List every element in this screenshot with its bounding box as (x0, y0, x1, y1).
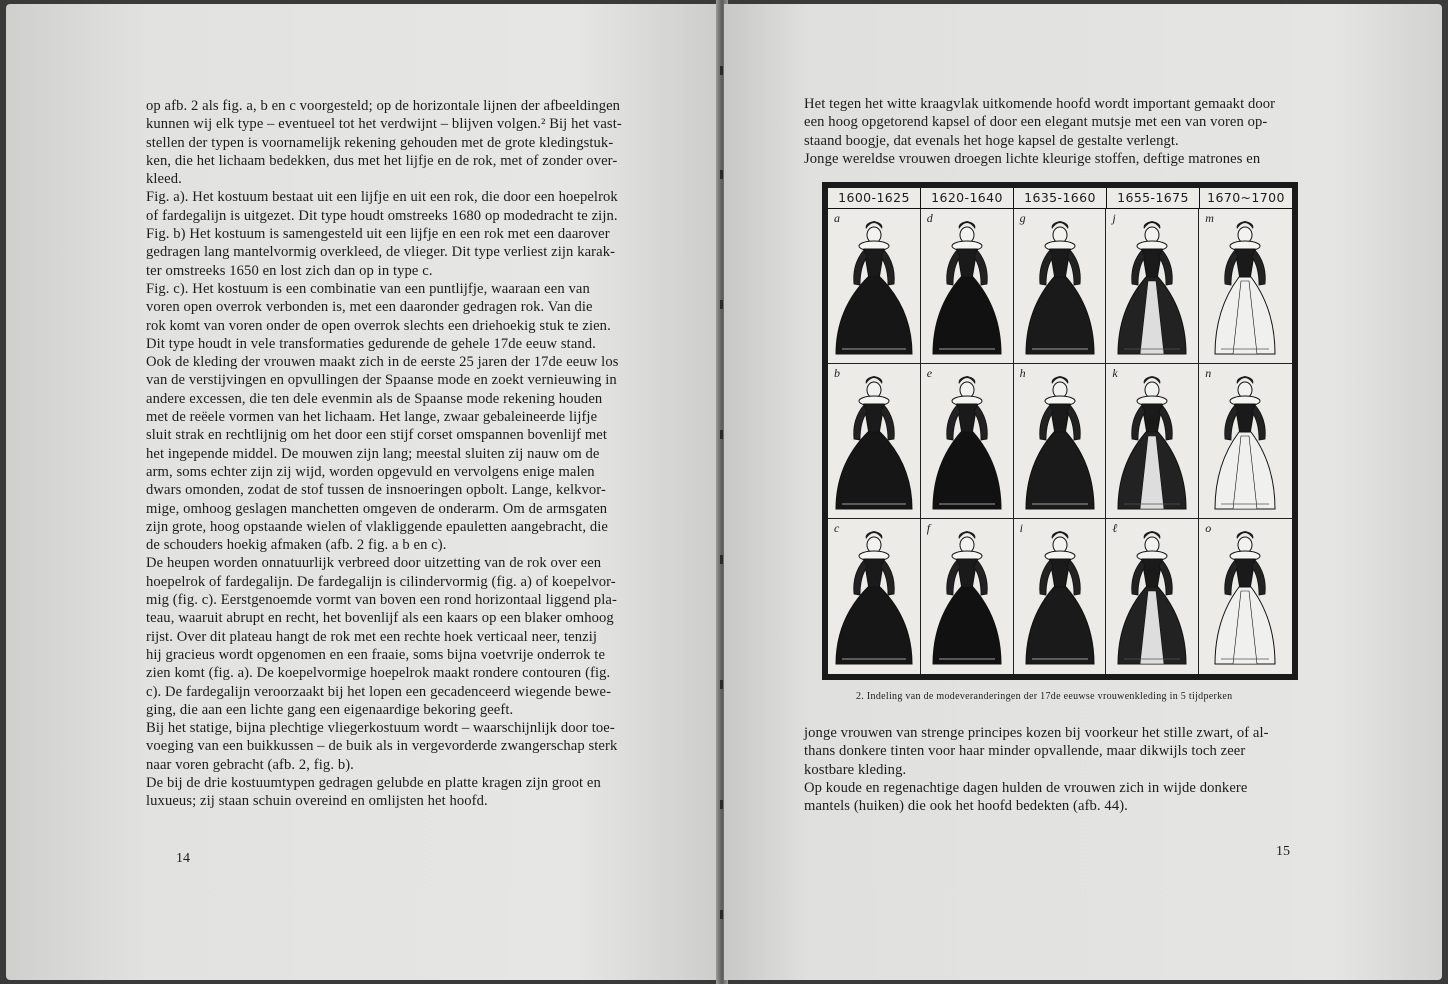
text-line: de schouders hoekig afmaken (afb. 2 fig. a b en c). (146, 537, 447, 554)
figure-letter: m (1205, 211, 1214, 225)
text-line: zijn grote, hoog opstaande wielen of vlakliggende epauletten aangebracht, die (146, 518, 608, 535)
costume-cell (828, 519, 921, 674)
costume-figure (1106, 519, 1198, 674)
costume-figure (921, 519, 1013, 674)
costume-plate (822, 182, 1298, 680)
text-line: of fardegalijn is uitgezet. Dit type houdt omstreeks 1680 op modedracht te zijn. (146, 207, 618, 224)
binding-stitch (720, 170, 723, 179)
costume-cell (1106, 519, 1199, 674)
costume-cell (1014, 364, 1107, 519)
costume-figure (828, 519, 920, 674)
page-number-left: 14 (176, 851, 190, 866)
costume-figure (1106, 209, 1198, 364)
text-line: c). De fardegalijn veroorzaakt bij het lopen een gecadenceerd wiegende bewe- (146, 683, 612, 700)
text-line: op afb. 2 als fig. a, b en c voorgesteld; op de horizontale lijnen der afbeeldingen (146, 98, 621, 114)
text-line: mantels (huiken) die ook het hoofd bedekten (afb. 44). (804, 798, 1128, 815)
binding-stitch (720, 910, 723, 919)
costume-cell (1199, 364, 1292, 519)
plate-inner (828, 188, 1292, 674)
text-line: teau, waaruit abrupt en recht, het bovenlijf als een kaars op een blaker omhoog (146, 610, 614, 627)
text-line: Op koude en regenachtige dagen hulden de vrouwen zich in wijde donkere (804, 779, 1248, 796)
text-line: met de reëele vormen van het lichaam. Het lange, zwaar gebaleineerde lijfje (146, 409, 598, 426)
costume-cell (1106, 364, 1199, 519)
costume-figure (828, 364, 920, 519)
text-line: een hoog opgetorend kapsel of door een elegant mutsje met een van voren op- (804, 114, 1268, 131)
costume-figure (828, 209, 920, 364)
text-line: ging, die aan een lichte gang een eigenaardige bekoring geeft. (146, 701, 514, 718)
binding-stitch (720, 66, 723, 75)
text-line: Fig. b) Het kostuum is samengesteld uit een lijfje en een rok met een daarover (146, 226, 610, 243)
text-line: Jonge wereldse vrouwen droegen lichte kleurige stoffen, deftige matrones en (804, 150, 1261, 167)
costume-figure (1199, 519, 1291, 674)
text-line: naar voren gebracht (afb. 2, fig. b). (146, 756, 354, 773)
costume-cell (921, 209, 1014, 364)
costume-cell (1106, 209, 1199, 364)
text-line: stellen der typen is voornamelijk rekening gehouden met de grote kledingstuk- (146, 134, 614, 151)
costume-cell (828, 364, 921, 519)
figure-letter: d (926, 211, 933, 225)
binding-stitch (720, 800, 723, 809)
text-line: gedragen lang mantelvormig overkleed, de vlieger. Dit type verliest zijn karak- (146, 244, 616, 261)
text-line: andere excessen, die ten dele evenmin als de Spaanse mode rekening houden (146, 390, 603, 407)
text-line: voren open overrok verbonden is, met een daaronder gedragen rok. Van die (146, 299, 593, 316)
text-line: ter omstreeks 1650 en lost zich dan op in type c. (146, 262, 433, 279)
costume-figure (1014, 209, 1106, 364)
period-label: 1670~1700 (1207, 190, 1285, 205)
costume-cell (921, 364, 1014, 519)
costume-cell (1014, 519, 1107, 674)
figure-letter: h (1019, 366, 1026, 380)
text-line: Ook de kleding der vrouwen maakt zich in de eerste 25 jaren der 17de eeuw los (146, 354, 619, 371)
period-label: 1635-1660 (1014, 188, 1107, 208)
figure-letter: e (926, 366, 933, 380)
text-line: hoepelrok of fardegalijn. De fardegalijn is cilindervormig (fig. a) of koepelvor- (146, 573, 616, 590)
text-line: Dit type houdt in vele transformaties gedurende de gehele 17de eeuw stand. (146, 335, 596, 352)
page-number-right: 15 (1276, 844, 1290, 859)
period-label: 1600-1625 (828, 188, 921, 208)
period-label: 1655-1675 (1107, 188, 1200, 208)
figure-letter: g (1019, 211, 1026, 225)
right-page (724, 4, 1442, 980)
period-label: 1620-1640 (921, 188, 1014, 208)
text-line: kunnen wij elk type – eventueel tot het verdwijnt – blijven volgen.² Bij het vast- (146, 116, 622, 133)
text-line: rijst. Over dit plateau hangt de rok met een rechte hoek verticaal neer, tenzij (146, 628, 598, 645)
text-line: hij gracieus wordt opgenomen en een fraaie, soms bijna voetvrije onderrok te (146, 646, 606, 663)
text-line: het ingepende middel. De mouwen zijn lang; meestal sluiten zij nauw om de (146, 445, 600, 462)
costume-figure (921, 364, 1013, 519)
text-line: sluit strak en rechtlijnig om het door een stijf corset omspannen bovenlijf met (146, 427, 608, 444)
text-line: kostbare kleding. (804, 761, 907, 778)
costume-cell (921, 519, 1014, 674)
figure-letter: i (1019, 521, 1023, 535)
left-page-body (146, 97, 658, 811)
text-line: dwars omonden, zodat de stof tussen de insnoeringen opbolt. Lange, kelkvor- (146, 482, 606, 499)
costume-figure (1199, 364, 1291, 519)
binding-stitch (720, 300, 723, 309)
costume-cell (1199, 209, 1292, 364)
text-line: voeging van een buikkussen – de buik als in vergevorderde zwangerschap sterk (146, 738, 618, 755)
text-line: De heupen worden onnatuurlijk verbreed door uitzetting van de rok over een (146, 555, 602, 572)
text-line: van de verstijvingen en opvullingen der Spaanse mode en zoekt vernieuwing in (146, 372, 617, 389)
text-line: Bij het statige, bijna plechtige vliegerkostuum wordt – waarschijnlijk door toe- (146, 720, 615, 737)
costume-figure (1014, 364, 1106, 519)
text-line: luxueus; zij staan schuin overeind en omlijsten het hoofd. (146, 793, 488, 810)
figure-letter: f (926, 521, 931, 535)
text-line: jonge vrouwen van strenge principes kozen bij voorkeur het stille zwart, of al- (804, 725, 1269, 741)
figure-letter: c (834, 521, 840, 535)
right-page-body-bottom (804, 724, 1310, 815)
figure-letter: b (834, 366, 840, 380)
text-line: arm, soms echter zijn zij wijd, worden opgevuld en vervolgens enige malen (146, 463, 595, 480)
costume-figure (1014, 519, 1106, 674)
text-line: kleed. (146, 171, 182, 188)
period-header (828, 188, 1292, 209)
right-page-body-top (804, 95, 1310, 168)
costume-grid (828, 209, 1292, 674)
costume-figure (1106, 364, 1198, 519)
binding-stitch (720, 430, 723, 439)
text-line: Fig. c). Het kostuum is een combinatie van een puntlijfje, waaraan een van (146, 280, 590, 297)
plate-caption: 2. Indeling van de modeveranderingen der 17de eeuwse vrouwenkleding in 5 tijdperken (856, 691, 1233, 702)
costume-cell (1014, 209, 1107, 364)
figure-letter: o (1205, 521, 1212, 535)
text-line: staand boogje, dat evenals het hoge kapsel de gestalte verlengt. (804, 132, 1179, 149)
binding-stitch (720, 555, 723, 564)
text-line: De bij de drie kostuumtypen gedragen gelubde en platte kragen zijn groot en (146, 774, 601, 791)
costume-cell (828, 209, 921, 364)
text-line: ken, die het lichaam bedekken, dus met het lijfje en de rok, met of zonder over- (146, 152, 618, 169)
costume-figure (921, 209, 1013, 364)
figure-letter: k (1112, 366, 1118, 380)
text-line: mig (fig. c). Eerstgenoemde vormt van boven een rond horizontaal liggend pla- (146, 592, 617, 609)
text-line: rok komt van voren onder de open overrok slechts een driehoekig stuk te zien. (146, 317, 611, 334)
text-line: mige, omhoog geslagen manchetten omgeven de onderarm. Om de armsgaten (146, 500, 608, 517)
text-line: zien komt (fig. a). De koepelvormige hoepelrok maakt rondere contouren (fig. (146, 665, 611, 682)
figure-letter: a (834, 211, 840, 225)
figure-letter: j (1112, 211, 1116, 225)
costume-figure (1199, 209, 1291, 364)
binding-stitch (720, 680, 723, 689)
left-page (6, 4, 718, 980)
text-line: thans donkere tinten voor haar minder opvallende, maar dikwijls toch zeer (804, 743, 1246, 760)
costume-cell (1199, 519, 1292, 674)
text-line: Het tegen het witte kraagvlak uitkomende hoofd wordt important gemaakt door (804, 96, 1276, 112)
figure-letter: ℓ (1112, 521, 1118, 535)
figure-letter: n (1205, 366, 1212, 380)
text-line: Fig. a). Het kostuum bestaat uit een lijfje en uit een rok, die door een hoepelrok (146, 189, 618, 206)
